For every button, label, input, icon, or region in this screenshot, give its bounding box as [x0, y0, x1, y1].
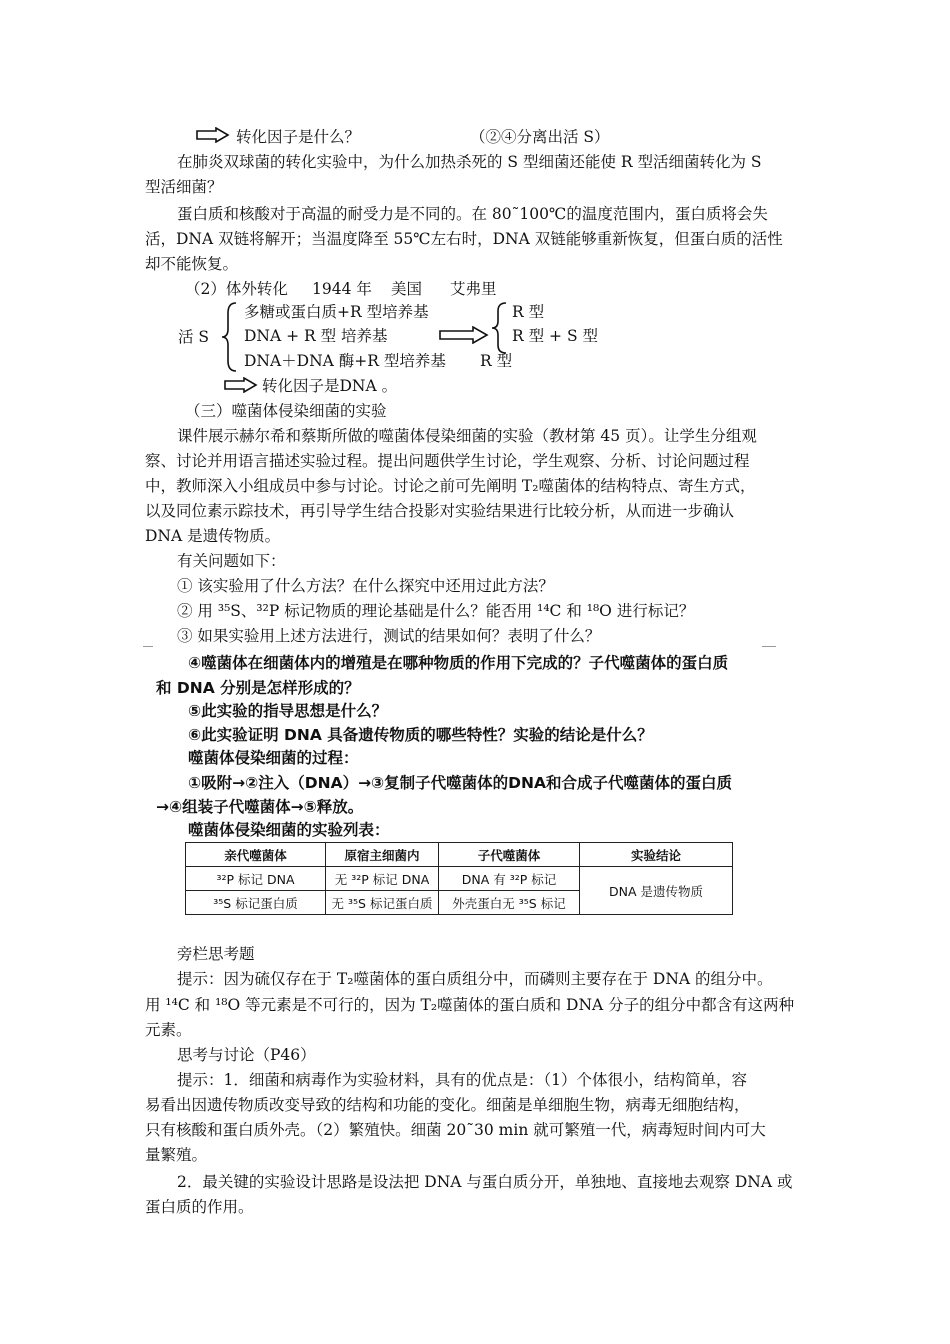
text-line: 转化因子是DNA 。	[262, 377, 398, 395]
text-line: 活，DNA 双链将解开；当温度降至 55℃左右时，DNA 双链能够重新恢复，但蛋白质的活性	[145, 230, 783, 248]
table-caption: 噬菌体侵染细菌的实验列表：	[188, 821, 390, 839]
text-line: 美国	[391, 280, 423, 298]
table-cell: 外壳蛋白无 ³⁵S 标记	[439, 891, 580, 915]
text-line: 用 ¹⁴C 和 ¹⁸O 等元素是不可行的，因为 T₂噬菌体的蛋白质和 DNA 分子的组分中都含有这两种	[145, 996, 795, 1014]
text-line: 以及同位素示踪技术，再引导学生结合投影对实验结果进行比较分析，从而进一步确认	[145, 502, 735, 520]
conclusion-cell: DNA 是遗传物质	[580, 867, 733, 915]
table-cell: 无 ³⁵S 标记蛋白质	[326, 891, 439, 915]
text-line: 型活细菌？	[145, 178, 223, 196]
text-line: DNA 是遗传物质。	[145, 527, 281, 545]
experiment-table	[185, 842, 733, 915]
question-4: ④噬菌体在细菌体内的增殖是在哪种物质的作用下完成的？子代噬菌体的蛋白质	[188, 654, 729, 672]
column-header: 原宿主细菌内	[326, 843, 439, 867]
text-line: 有关问题如下：	[177, 552, 286, 570]
condition-3: DNA＋DNA 酶+R 型培养基	[244, 352, 446, 370]
question-4-cont: 和 DNA 分别是怎样形成的？	[156, 679, 360, 697]
table-cell: 无 ³²P 标记 DNA	[326, 867, 439, 891]
section-heading: （三）噬菌体侵染细菌的实验	[185, 402, 387, 420]
text-line: 量繁殖。	[145, 1146, 208, 1164]
result-3: R 型	[480, 352, 513, 370]
text-line: 蛋白质的作用。	[145, 1198, 254, 1216]
text-line: 蛋白质和核酸对于高温的耐受力是不同的。在 80˜100℃的温度范围内，蛋白质将会失	[177, 205, 768, 223]
condition-1: 多糖或蛋白质+R 型培养基	[244, 303, 429, 321]
discussion-title: 思考与讨论（P46）	[177, 1046, 316, 1064]
question-6: ⑥此实验证明 DNA 具备遗传物质的哪些特性？实验的结论是什么？	[188, 726, 653, 744]
text-line: （②④分离出活 S）	[470, 128, 610, 146]
table-cell: DNA 有 ³²P 标记	[439, 867, 580, 891]
table-row	[186, 867, 733, 891]
text-line: 提示：因为硫仅存在于 T₂噬菌体的蛋白质组分中，而磷则主要存在于 DNA 的组分中。	[177, 970, 773, 988]
double-arrow-icon	[224, 377, 258, 393]
double-arrow-icon	[439, 326, 489, 344]
divider	[762, 646, 776, 647]
question-5: ⑤此实验的指导思想是什么？	[188, 702, 388, 720]
text-line: 在肺炎双球菌的转化实验中，为什么加热杀死的 S 型细菌还能使 R 型活细菌转化为 S	[177, 153, 762, 171]
live-s-label: 活 S	[178, 328, 210, 346]
process-steps: ①吸附→②注入（DNA）→③复制子代噬菌体的DNA和合成子代噬菌体的蛋白质	[188, 774, 733, 792]
text-line: 课件展示赫尔希和蔡斯所做的噬菌体侵染细菌的实验（教材第 45 页）。让学生分组观	[177, 427, 757, 445]
text-line: 中，教师深入小组成员中参与讨论。讨论之前可先阐明 T₂噬菌体的结构特点、寄生方式，	[145, 477, 756, 495]
table-header-row	[186, 843, 733, 867]
column-header: 子代噬菌体	[439, 843, 580, 867]
text-line: 提示：1．细菌和病毒作为实验材料，具有的优点是：（1）个体很小，结构简单，容	[177, 1071, 747, 1089]
question-3: ③ 如果实验用上述方法进行，测试的结果如何？表明了什么？	[177, 627, 601, 645]
text-line: 艾弗里	[450, 280, 497, 298]
table-cell: ³²P 标记 DNA	[186, 867, 326, 891]
question-2: ② 用 ³⁵S、³²P 标记物质的理论基础是什么？能否用 ¹⁴C 和 ¹⁸O 进行标记？	[177, 602, 695, 620]
text-line: 易看出因遗传物质改变导致的结构和功能的变化。细菌是单细胞生物，病毒无细胞结构，	[145, 1096, 750, 1114]
text-line: （2）体外转化	[185, 280, 288, 298]
text-line: 只有核酸和蛋白质外壳。（2）繁殖快。细菌 20˜30 min 就可繁殖一代，病毒短时间内可大	[145, 1121, 766, 1139]
double-arrow-icon	[196, 127, 230, 143]
text-line: 察、讨论并用语言描述实验过程。提出问题供学生讨论，学生观察、分析、讨论问题过程	[145, 452, 750, 470]
text-line: 1944 年	[312, 280, 372, 298]
left-brace-icon	[220, 301, 240, 373]
question-1: ① 该实验用了什么方法？在什么探究中还用过此方法？	[177, 577, 554, 595]
text-line: 却不能恢复。	[145, 255, 239, 273]
text-line: 转化因子是什么？	[236, 128, 361, 146]
condition-2: DNA + R 型 培养基	[244, 327, 388, 345]
left-brace-icon	[490, 301, 510, 355]
process-title: 噬菌体侵染细菌的过程：	[188, 749, 359, 767]
result-1: R 型	[512, 303, 545, 321]
sidebar-question-title: 旁栏思考题	[177, 945, 255, 963]
text-line: 2．最关键的实验设计思路是设法把 DNA 与蛋白质分开，单独地、直接地去观察 DNA 或	[177, 1173, 793, 1191]
column-header: 实验结论	[580, 843, 733, 867]
divider	[143, 646, 153, 647]
column-header: 亲代噬菌体	[186, 843, 326, 867]
process-steps-cont: →④组装子代噬菌体→⑤释放。	[156, 798, 364, 816]
table-cell: ³⁵S 标记蛋白质	[186, 891, 326, 915]
result-2: R 型 + S 型	[512, 327, 598, 345]
text-line: 元素。	[145, 1021, 192, 1039]
